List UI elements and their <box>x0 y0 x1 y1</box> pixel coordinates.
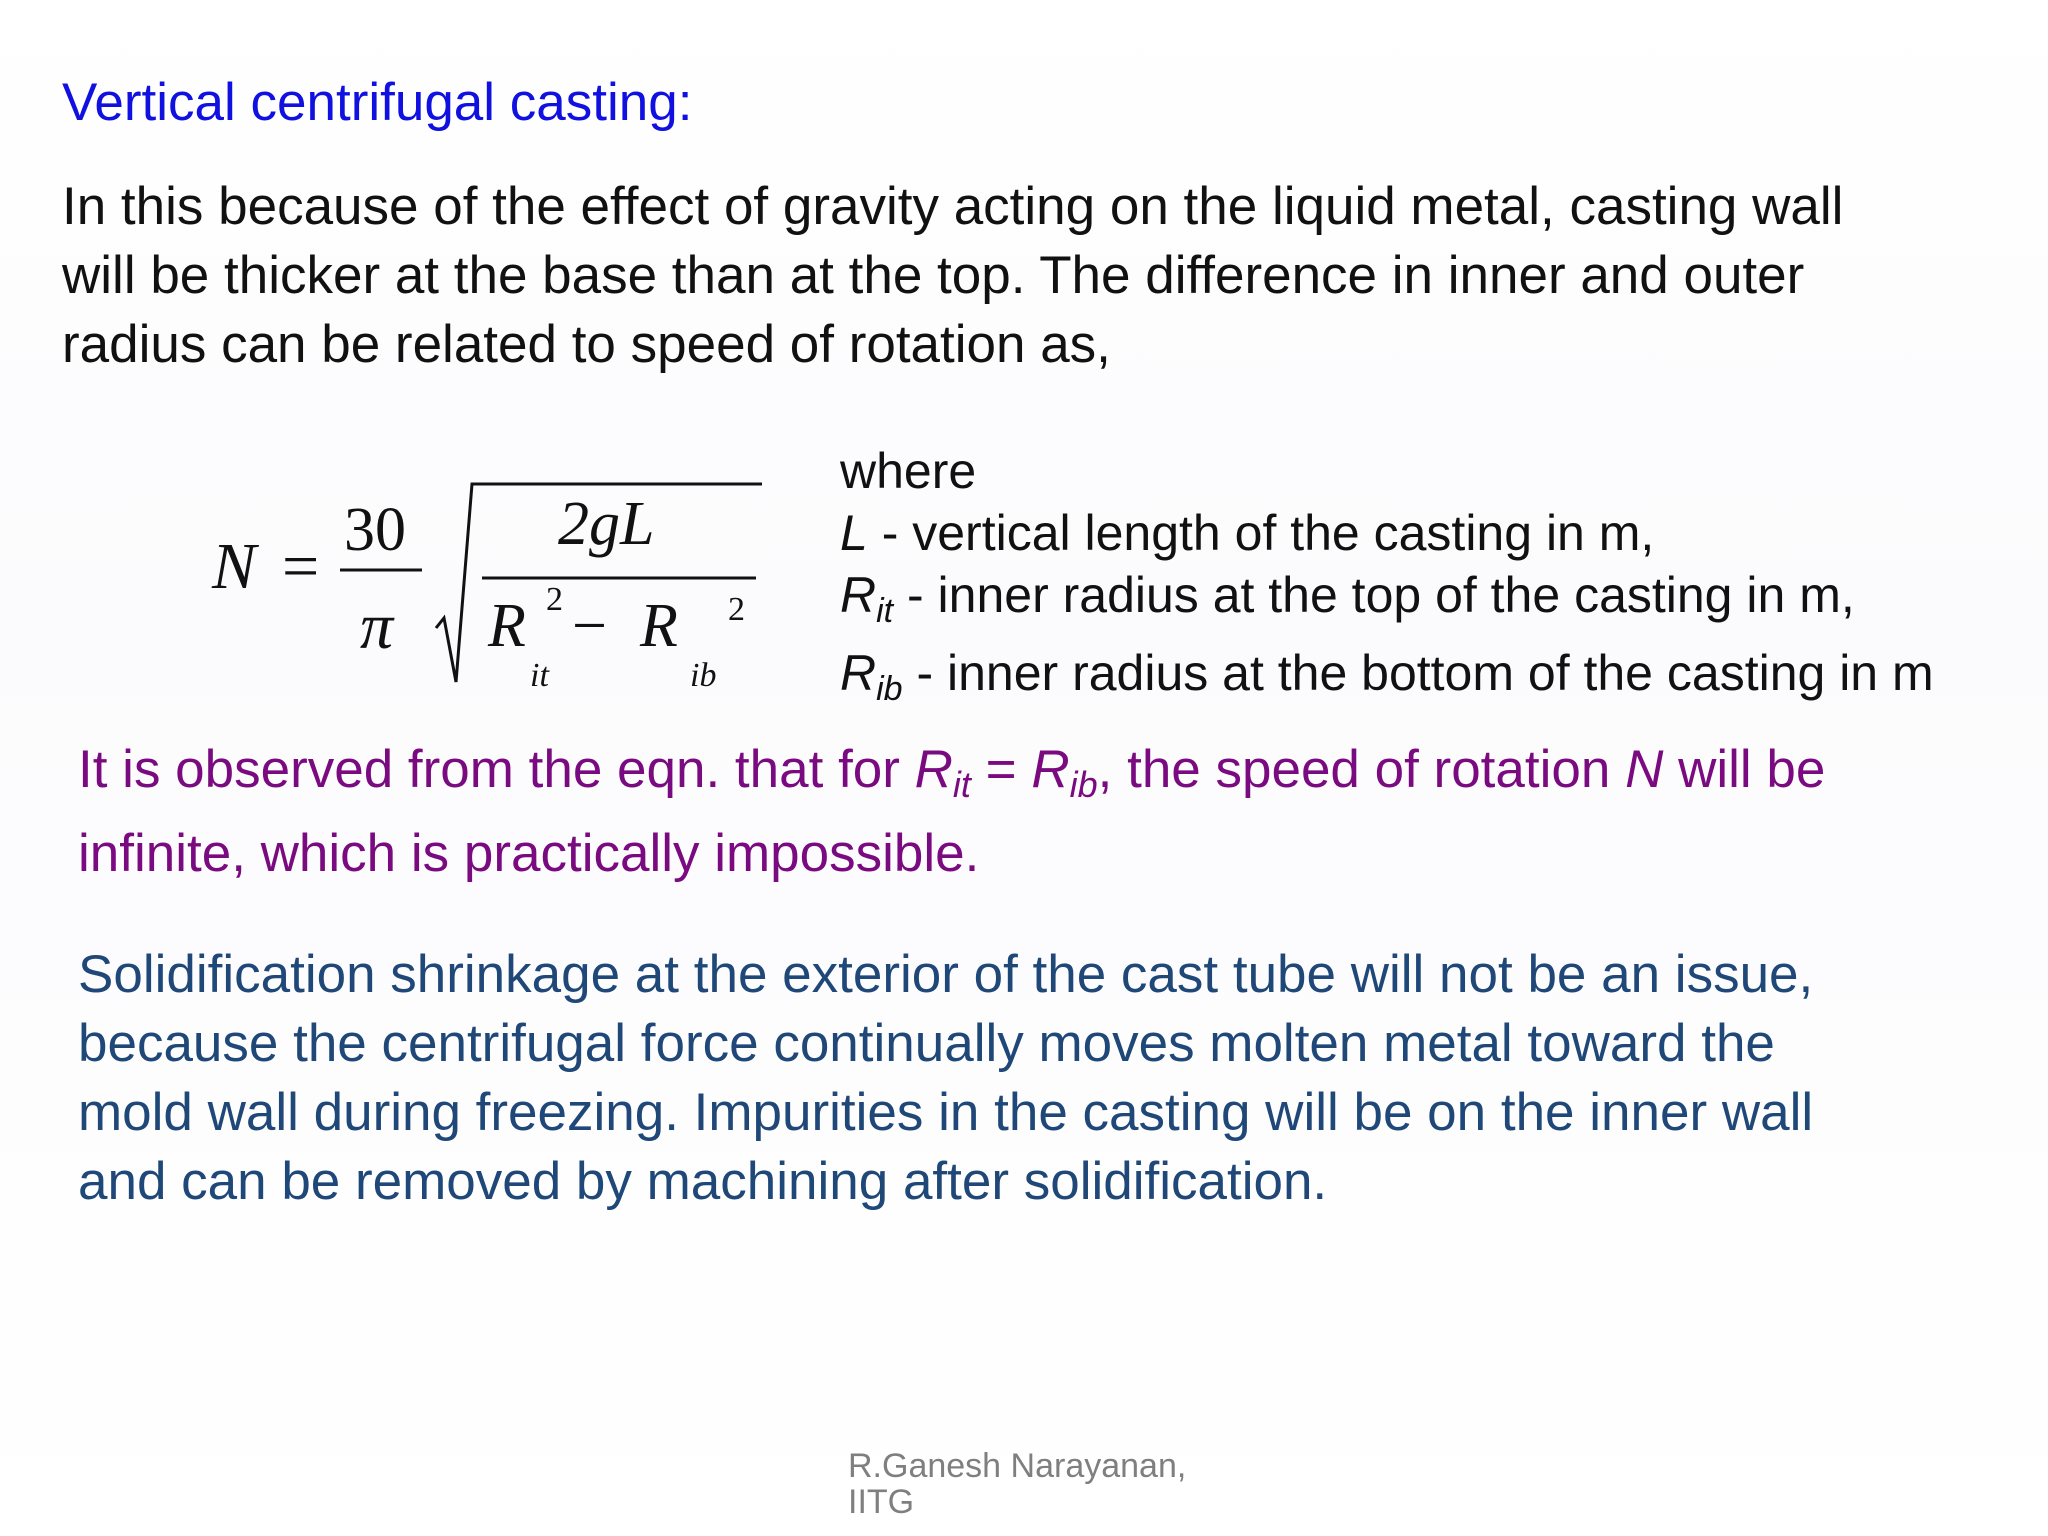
intro-line: radius can be related to speed of rotation as, <box>62 315 1111 374</box>
intro-line: will be thicker at the base than at the top. The difference in inner and outer <box>62 246 1805 305</box>
formula-numerator: 30 <box>344 496 406 564</box>
formula-exp-1: 2 <box>546 581 563 618</box>
slide-title: Vertical centrifugal casting: <box>62 73 693 132</box>
definition-l <box>840 502 1934 564</box>
formula-r-it: R <box>488 592 526 660</box>
var-subscript: it <box>876 592 894 630</box>
formula-equals: = <box>282 530 320 603</box>
observation-line <box>78 735 2008 819</box>
formula-svg <box>200 470 780 710</box>
formula-sqrt-numerator: 2gL <box>558 490 655 558</box>
intro-line: In this because of the effect of gravity acting on the liquid metal, casting wall <box>62 177 1844 236</box>
var-l: L <box>840 505 868 561</box>
var-r: R <box>840 645 877 701</box>
observation-text: = <box>970 740 1032 799</box>
definition-text: - inner radius at the top of the casting in m, <box>893 567 1855 623</box>
variable-definitions <box>840 440 1934 720</box>
observation-line: infinite, which is practically impossible. <box>78 824 980 883</box>
formula-exp-2: 2 <box>728 591 745 628</box>
slide-footer-author <box>848 1448 1208 1520</box>
formula-sub-ib: ib <box>690 657 717 694</box>
var-r: R <box>914 740 953 799</box>
formula-sub-it: it <box>530 657 549 694</box>
var-r: R <box>1031 740 1070 799</box>
var-subscript: it <box>952 764 971 805</box>
footer-line: R.Ganesh Narayanan, <box>848 1447 1187 1485</box>
formula-minus: − <box>572 592 607 660</box>
formula-lhs: N <box>212 530 257 603</box>
var-subscript: ib <box>1069 764 1098 805</box>
solidification-line: and can be removed by machining after solidification. <box>78 1152 1328 1211</box>
definition-rib <box>840 642 1934 720</box>
observation-text: It is observed from the eqn. that for <box>78 740 915 799</box>
rotation-speed-formula <box>200 470 780 710</box>
definition-rit <box>840 564 1934 642</box>
var-r: R <box>840 567 877 623</box>
solidification-paragraph <box>78 940 2008 1216</box>
var-n: N <box>1625 740 1664 799</box>
observation-text: , the speed of rotation <box>1097 740 1626 799</box>
where-label: where <box>840 443 977 499</box>
formula-pi: π <box>360 590 394 663</box>
var-subscript: ib <box>876 670 903 708</box>
definition-text: - inner radius at the bottom of the casting in m <box>902 645 1934 701</box>
solidification-line: Solidification shrinkage at the exterior of the cast tube will not be an issue, <box>78 945 1814 1004</box>
observation-paragraph <box>78 735 2008 888</box>
formula-r-ib: R <box>640 592 678 660</box>
solidification-line: because the centrifugal force continually moves molten metal toward the <box>78 1014 1775 1073</box>
footer-line: IITG <box>848 1483 915 1521</box>
intro-paragraph <box>62 172 2002 379</box>
observation-text: will be <box>1663 740 1826 799</box>
solidification-line: mold wall during freezing. Impurities in the casting will be on the inner wall <box>78 1083 1814 1142</box>
definition-text: - vertical length of the casting in m, <box>867 505 1655 561</box>
